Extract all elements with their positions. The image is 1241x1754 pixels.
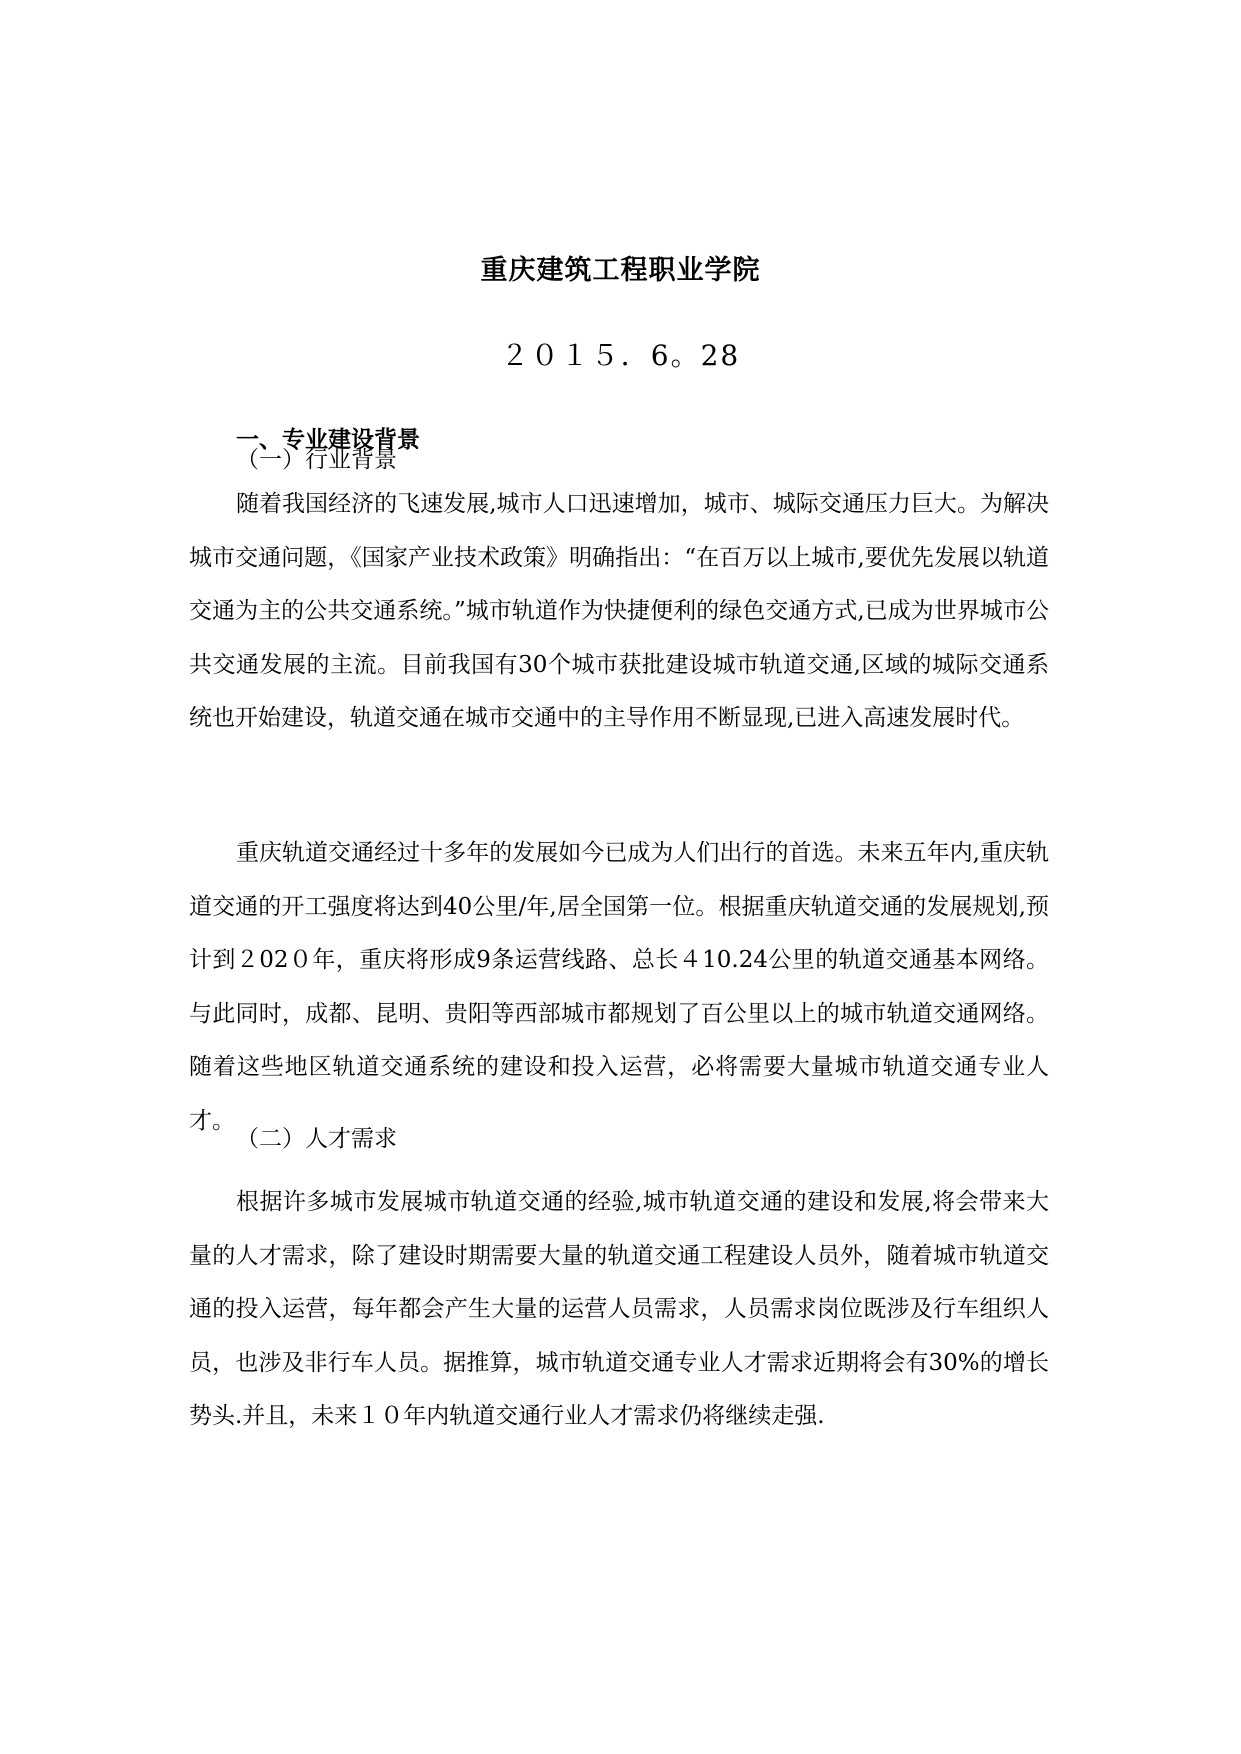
subsection-heading-industry: （一）行业背景 [236,447,397,473]
paragraph-talent-demand: 根据许多城市发展城市轨道交通的经验,城市轨道交通的建设和发展,将会带来大量的人才需求，除了建设时期需要大量的轨道交通工程建设人员外，随着城市轨道交通的投入运营，每年都会产生大量的运营人员需求，人员需求岗位既涉及行车组织人员，也涉及非行车人员。据推算，城市轨道交通专业人才需求近期将会有30%的增长势头.并且，未来１０年内轨道交通行业人才需求仍将继续走强. [189,1189,1049,1429]
document-title: 重庆建筑工程职业学院 [480,255,761,286]
subsection-heading-talent: （二）人才需求 [236,1126,397,1152]
paragraph-chongqing-transit: 重庆轨道交通经过十多年的发展如今已成为人们出行的首选。未来五年内,重庆轨道交通的开工强度将达到40公里/年,居全国第一位。根据重庆轨道交通的发展规划,预计到２02０年，重庆将形成9条运营线路、总长４10.24公里的轨道交通基本网络。与此同时，成都、昆明、贵阳等西部城市都规划了百公里以上的城市轨道交通网络。随着这些地区轨道交通系统的建设和投入运营，必将需要大量城市轨道交通专业人才。 [189,840,1049,1134]
section-heading: 一、专业建设背景 [236,426,420,453]
document-date: ２０１５．6。28 [500,339,741,372]
paragraph-industry-background: 随着我国经济的飞速发展,城市人口迅速增加，城市、城际交通压力巨大。为解决城市交通问题，《国家产业技术政策》明确指出：“在百万以上城市,要优先发展以轨道交通为主的公共交通系统。”城市轨道作为快捷便利的绿色交通方式,已成为世界城市公共交通发展的主流。目前我国有30个城市获批建设城市轨道交通,区域的城际交通系统也开始建设，轨道交通在城市交通中的主导作用不断显现,已进入高速发展时代。 [189,491,1049,731]
